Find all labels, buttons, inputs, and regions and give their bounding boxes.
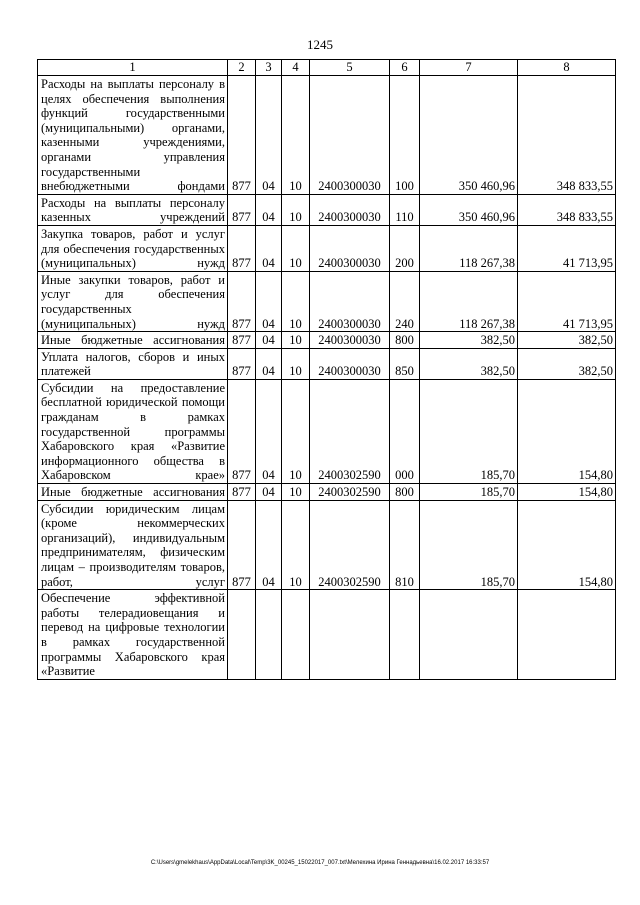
row-description: Расходы на выплаты персоналу казенных учреждений	[38, 194, 228, 225]
table-row	[38, 379, 616, 483]
cell-subsection: 10	[282, 271, 310, 331]
cell-section	[256, 590, 282, 680]
cell-target-article: 2400300030	[310, 194, 390, 225]
cell-target-article	[310, 590, 390, 680]
cell-expense-type: 110	[390, 194, 420, 225]
cell-amount-planned: 382,50	[420, 332, 518, 349]
header-cell: 2	[228, 60, 256, 76]
file-path-footer: C:\Users\gmelekhaus\AppData\Local\Temp\3K_00245_15022017_007.txt\Мелехина Ирина Геннадьевна\16.02.2017 16:33:57	[150, 860, 490, 866]
header-cell: 4	[282, 60, 310, 76]
header-cell: 3	[256, 60, 282, 76]
cell-section: 04	[256, 348, 282, 379]
cell-amount-actual: 41 713,95	[518, 225, 616, 271]
cell-target-article: 2400300030	[310, 76, 390, 195]
cell-amount-actual: 154,80	[518, 484, 616, 501]
cell-admin-code: 877	[228, 379, 256, 483]
row-description: Расходы на выплаты персоналу в целях обеспечения выполнения функций государственными (муниципальными) органами, казенными учреждениями, органами управления государственными внебюджетными фондами	[38, 76, 228, 195]
table-row	[38, 76, 616, 195]
cell-expense-type: 800	[390, 332, 420, 349]
cell-subsection: 10	[282, 348, 310, 379]
cell-section: 04	[256, 194, 282, 225]
cell-amount-planned: 185,70	[420, 484, 518, 501]
cell-admin-code: 877	[228, 332, 256, 349]
cell-subsection: 10	[282, 379, 310, 483]
cell-admin-code: 877	[228, 225, 256, 271]
table-row	[38, 332, 616, 349]
cell-target-article: 2400302590	[310, 484, 390, 501]
table-row	[38, 348, 616, 379]
table-row	[38, 484, 616, 501]
table-row	[38, 500, 616, 590]
cell-expense-type: 800	[390, 484, 420, 501]
cell-target-article: 2400302590	[310, 379, 390, 483]
header-cell: 8	[518, 60, 616, 76]
header-cell: 5	[310, 60, 390, 76]
cell-admin-code: 877	[228, 76, 256, 195]
cell-admin-code: 877	[228, 348, 256, 379]
row-description: Иные бюджетные ассигнования	[38, 484, 228, 501]
cell-target-article: 2400300030	[310, 271, 390, 331]
table-row	[38, 271, 616, 331]
cell-amount-planned: 382,50	[420, 348, 518, 379]
cell-amount-actual: 382,50	[518, 332, 616, 349]
cell-admin-code: 877	[228, 271, 256, 331]
cell-amount-actual: 348 833,55	[518, 76, 616, 195]
cell-section: 04	[256, 225, 282, 271]
cell-subsection: 10	[282, 332, 310, 349]
cell-admin-code: 877	[228, 194, 256, 225]
cell-expense-type: 810	[390, 500, 420, 590]
cell-amount-actual: 348 833,55	[518, 194, 616, 225]
table-row	[38, 194, 616, 225]
cell-expense-type: 200	[390, 225, 420, 271]
cell-amount-planned: 118 267,38	[420, 225, 518, 271]
row-description: Уплата налогов, сборов и иных платежей	[38, 348, 228, 379]
row-description: Иные бюджетные ассигнования	[38, 332, 228, 349]
cell-target-article: 2400300030	[310, 348, 390, 379]
cell-amount-planned: 350 460,96	[420, 76, 518, 195]
row-description: Субсидии на предоставление бесплатной юридической помощи гражданам в рамках государственной программы Хабаровского края «Развитие информационного общества в Хабаровском крае»	[38, 379, 228, 483]
cell-amount-planned: 185,70	[420, 379, 518, 483]
cell-section: 04	[256, 332, 282, 349]
header-cell: 6	[390, 60, 420, 76]
cell-admin-code: 877	[228, 484, 256, 501]
budget-table	[37, 59, 616, 680]
cell-section: 04	[256, 379, 282, 483]
table-row	[38, 225, 616, 271]
row-description: Обеспечение эффективной работы телерадиовещания и перевод на цифровые технологии в рамках государственной программы Хабаровского края «Развитие	[38, 590, 228, 680]
cell-amount-actual: 154,80	[518, 379, 616, 483]
table-header-row	[38, 60, 616, 76]
cell-amount-actual	[518, 590, 616, 680]
cell-amount-actual: 41 713,95	[518, 271, 616, 331]
cell-admin-code: 877	[228, 500, 256, 590]
cell-admin-code	[228, 590, 256, 680]
cell-amount-actual: 154,80	[518, 500, 616, 590]
header-cell: 1	[38, 60, 228, 76]
cell-expense-type: 100	[390, 76, 420, 195]
cell-expense-type: 850	[390, 348, 420, 379]
row-description: Закупка товаров, работ и услуг для обеспечения государственных (муниципальных) нужд	[38, 225, 228, 271]
cell-amount-actual: 382,50	[518, 348, 616, 379]
cell-target-article: 2400300030	[310, 225, 390, 271]
table-row	[38, 590, 616, 680]
cell-amount-planned: 185,70	[420, 500, 518, 590]
cell-expense-type	[390, 590, 420, 680]
cell-expense-type: 000	[390, 379, 420, 483]
cell-amount-planned: 350 460,96	[420, 194, 518, 225]
header-cell: 7	[420, 60, 518, 76]
cell-section: 04	[256, 76, 282, 195]
cell-section: 04	[256, 484, 282, 501]
page-number: 1245	[307, 37, 333, 52]
cell-subsection: 10	[282, 225, 310, 271]
cell-target-article: 2400302590	[310, 500, 390, 590]
cell-amount-planned	[420, 590, 518, 680]
cell-amount-planned: 118 267,38	[420, 271, 518, 331]
cell-subsection: 10	[282, 76, 310, 195]
cell-subsection: 10	[282, 194, 310, 225]
cell-subsection	[282, 590, 310, 680]
cell-target-article: 2400300030	[310, 332, 390, 349]
cell-section: 04	[256, 271, 282, 331]
cell-expense-type: 240	[390, 271, 420, 331]
cell-section: 04	[256, 500, 282, 590]
cell-subsection: 10	[282, 500, 310, 590]
row-description: Субсидии юридическим лицам (кроме некоммерческих организаций), индивидуальным предпринимателям, физическим лицам – производителям товаров, работ, услуг	[38, 500, 228, 590]
row-description: Иные закупки товаров, работ и услуг для обеспечения государственных (муниципальных) нужд	[38, 271, 228, 331]
cell-subsection: 10	[282, 484, 310, 501]
